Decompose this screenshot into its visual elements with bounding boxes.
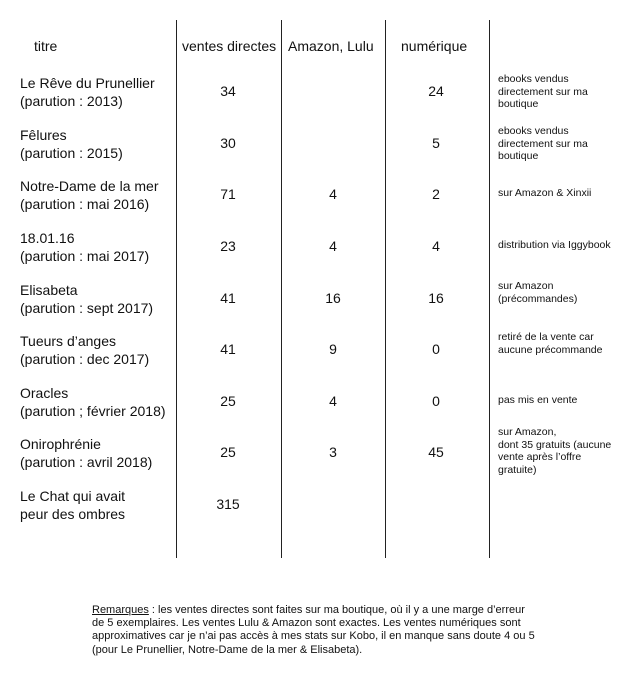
sales-note (498, 331, 638, 356)
sales-note-line: sur Amazon, (498, 426, 557, 438)
direct-sales-value: 25 (220, 444, 236, 460)
column-divider-2 (281, 20, 282, 558)
sales-note (498, 394, 638, 407)
digital-value: 24 (428, 83, 444, 99)
direct-sales-value: 71 (220, 186, 236, 202)
remarks-line-4: (pour Le Prunellier, Notre-Dame de la mer & Elisabeta). (92, 643, 363, 656)
book-publication: peur des ombres (20, 506, 126, 522)
digital-value: 16 (428, 290, 444, 306)
sales-note-line: dont 35 gratuits (aucune (498, 438, 612, 451)
sales-note-line: sur Amazon & Xinxii (498, 187, 592, 199)
sales-note-line: retiré de la vente car (498, 331, 594, 343)
book-title: Oracles (20, 385, 69, 401)
remarks-label: Remarques (92, 604, 149, 616)
book-title: Le Rêve du Prunellier (20, 75, 155, 91)
amazon-lulu-value: 3 (329, 444, 337, 460)
direct-sales-value: 30 (220, 135, 236, 151)
direct-sales-value: 315 (216, 496, 240, 512)
sales-note-line: vente après l’offre (498, 451, 582, 463)
book-publication: (parution : mai 2016) (20, 196, 150, 212)
direct-sales-value: 34 (220, 83, 236, 99)
book-publication: (parution : sept 2017) (20, 300, 154, 316)
book-title: Onirophrénie (20, 436, 101, 452)
sales-note-line: sur Amazon (498, 280, 554, 292)
column-divider-3 (385, 20, 386, 558)
digital-value: 0 (432, 393, 440, 409)
book-publication: (parution : 2015) (20, 145, 123, 161)
column-divider-1 (176, 20, 177, 558)
sales-note-line: boutique (498, 98, 539, 110)
sales-note (498, 73, 638, 111)
amazon-lulu-value: 16 (325, 290, 341, 306)
book-title: Tueurs d’anges (20, 333, 116, 349)
book-publication: (parution ; février 2018) (20, 403, 166, 419)
sales-note-line: distribution via Iggybook (498, 239, 611, 251)
direct-sales-value: 41 (220, 341, 236, 357)
sales-note (498, 125, 638, 163)
sales-note-line: (précommandes) (498, 292, 578, 305)
book-publication: (parution : mai 2017) (20, 248, 150, 264)
amazon-lulu-value: 4 (329, 393, 337, 409)
header-digital: numérique (401, 38, 468, 54)
digital-value: 5 (432, 135, 440, 151)
sales-note-line: ebooks vendus (498, 73, 569, 85)
header-amazon-lulu: Amazon, Lulu (288, 38, 374, 54)
remarks-line-1: : les ventes directes sont faites sur ma boutique, où il y a une marge d’erreur (148, 604, 525, 616)
sales-note-line: directement sur ma (498, 85, 588, 98)
sales-note (498, 280, 638, 305)
sales-note (498, 239, 638, 252)
digital-value: 45 (428, 444, 444, 460)
sales-note (498, 187, 638, 200)
amazon-lulu-value: 9 (329, 341, 337, 357)
book-publication: (parution : 2013) (20, 93, 123, 109)
book-title: Fêlures (20, 127, 67, 143)
sales-note-line: aucune précommande (498, 343, 603, 356)
header-direct-sales: ventes directes (182, 38, 277, 54)
sales-note-line: boutique (498, 150, 539, 162)
remarks-paragraph (92, 604, 612, 657)
digital-value: 0 (432, 341, 440, 357)
amazon-lulu-value: 4 (329, 238, 337, 254)
column-divider-4 (489, 20, 490, 558)
book-publication: (parution : avril 2018) (20, 454, 153, 470)
amazon-lulu-value: 4 (329, 186, 337, 202)
book-title: 18.01.16 (20, 230, 75, 246)
sales-note-line: ebooks vendus (498, 125, 569, 137)
book-publication: (parution : dec 2017) (20, 351, 150, 367)
direct-sales-value: 41 (220, 290, 236, 306)
book-title: Notre-Dame de la mer (20, 178, 159, 194)
header-title: titre (34, 38, 58, 54)
book-title: Elisabeta (20, 282, 78, 298)
sales-note-line: pas mis en vente (498, 394, 578, 406)
remarks-line-2: de 5 exemplaires. Les ventes Lulu & Amazon sont exactes. Les ventes numériques sont (92, 617, 521, 630)
book-title: Le Chat qui avait (20, 488, 126, 504)
direct-sales-value: 25 (220, 393, 236, 409)
direct-sales-value: 23 (220, 238, 236, 254)
sales-note-line: gratuite) (498, 463, 537, 476)
sales-note-line: directement sur ma (498, 137, 588, 150)
remarks-line-3: approximatives car je n’ai pas accès à mes stats sur Kobo, il en manque sans doute 4 ou 5 (92, 630, 535, 643)
digital-value: 4 (432, 238, 440, 254)
digital-value: 2 (432, 186, 440, 202)
sales-note (498, 426, 638, 476)
